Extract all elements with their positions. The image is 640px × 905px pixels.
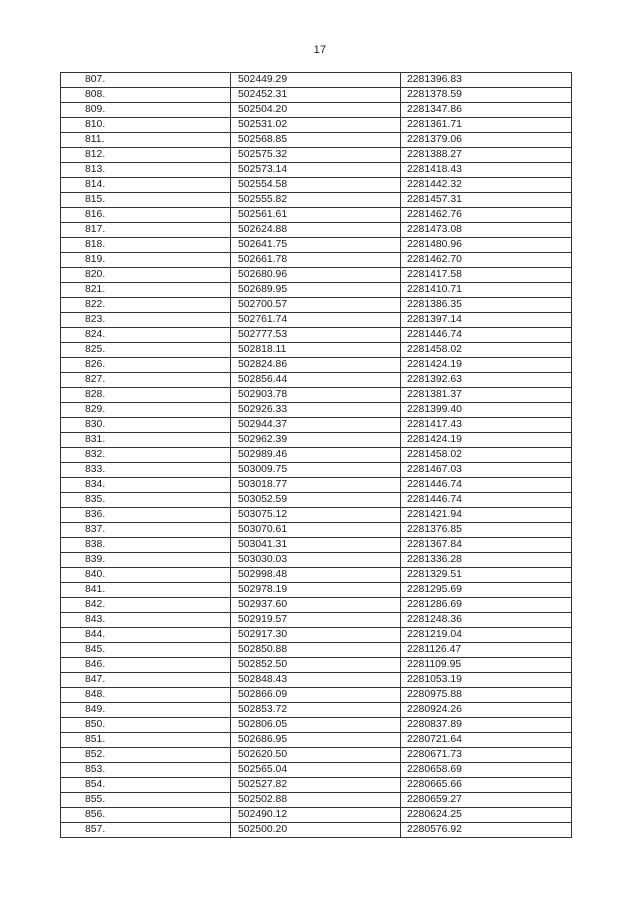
y-coordinate-cell: 2280924.26 — [401, 703, 572, 718]
x-coordinate-cell: 502490.12 — [231, 808, 401, 823]
y-coordinate-cell: 2281473.08 — [401, 223, 572, 238]
x-coordinate-cell: 502555.82 — [231, 193, 401, 208]
point-number-cell: 843. — [61, 613, 231, 628]
x-coordinate-cell: 502806.05 — [231, 718, 401, 733]
point-number-cell: 848. — [61, 688, 231, 703]
y-coordinate-cell: 2281417.43 — [401, 418, 572, 433]
x-coordinate-cell: 502944.37 — [231, 418, 401, 433]
x-coordinate-cell: 502449.29 — [231, 73, 401, 88]
y-coordinate-cell: 2281347.86 — [401, 103, 572, 118]
y-coordinate-cell: 2281286.69 — [401, 598, 572, 613]
y-coordinate-cell: 2280624.25 — [401, 808, 572, 823]
point-number-cell: 837. — [61, 523, 231, 538]
y-coordinate-cell: 2281392.63 — [401, 373, 572, 388]
table-row — [61, 88, 572, 103]
point-number-cell: 818. — [61, 238, 231, 253]
point-number-cell: 832. — [61, 448, 231, 463]
point-number-cell: 840. — [61, 568, 231, 583]
point-number-cell: 807. — [61, 73, 231, 88]
x-coordinate-cell: 502962.39 — [231, 433, 401, 448]
x-coordinate-cell: 502500.20 — [231, 823, 401, 838]
x-coordinate-cell: 502527.82 — [231, 778, 401, 793]
y-coordinate-cell: 2280671.73 — [401, 748, 572, 763]
point-number-cell: 810. — [61, 118, 231, 133]
table-row — [61, 568, 572, 583]
point-number-cell: 813. — [61, 163, 231, 178]
table-row — [61, 73, 572, 88]
x-coordinate-cell: 502856.44 — [231, 373, 401, 388]
x-coordinate-cell: 502561.61 — [231, 208, 401, 223]
point-number-cell: 831. — [61, 433, 231, 448]
y-coordinate-cell: 2281376.85 — [401, 523, 572, 538]
table-row — [61, 463, 572, 478]
x-coordinate-cell: 502852.50 — [231, 658, 401, 673]
x-coordinate-cell: 502502.88 — [231, 793, 401, 808]
x-coordinate-cell: 502504.20 — [231, 103, 401, 118]
y-coordinate-cell: 2281462.70 — [401, 253, 572, 268]
x-coordinate-cell: 503009.75 — [231, 463, 401, 478]
y-coordinate-cell: 2281421.94 — [401, 508, 572, 523]
x-coordinate-cell: 502866.09 — [231, 688, 401, 703]
y-coordinate-cell: 2281417.58 — [401, 268, 572, 283]
x-coordinate-cell: 503075.12 — [231, 508, 401, 523]
point-number-cell: 849. — [61, 703, 231, 718]
y-coordinate-cell: 2281410.71 — [401, 283, 572, 298]
x-coordinate-cell: 502937.60 — [231, 598, 401, 613]
table-row — [61, 388, 572, 403]
point-number-cell: 851. — [61, 733, 231, 748]
y-coordinate-cell: 2281053.19 — [401, 673, 572, 688]
point-number-cell: 846. — [61, 658, 231, 673]
table-row — [61, 268, 572, 283]
coordinates-table-body — [61, 73, 572, 838]
table-row — [61, 658, 572, 673]
x-coordinate-cell: 503041.31 — [231, 538, 401, 553]
table-row — [61, 223, 572, 238]
x-coordinate-cell: 502777.53 — [231, 328, 401, 343]
y-coordinate-cell: 2281442.32 — [401, 178, 572, 193]
x-coordinate-cell: 502531.02 — [231, 118, 401, 133]
table-row — [61, 283, 572, 298]
point-number-cell: 826. — [61, 358, 231, 373]
y-coordinate-cell: 2281396.83 — [401, 73, 572, 88]
x-coordinate-cell: 502452.31 — [231, 88, 401, 103]
y-coordinate-cell: 2281462.76 — [401, 208, 572, 223]
point-number-cell: 828. — [61, 388, 231, 403]
point-number-cell: 847. — [61, 673, 231, 688]
x-coordinate-cell: 502850.88 — [231, 643, 401, 658]
point-number-cell: 817. — [61, 223, 231, 238]
x-coordinate-cell: 502661.78 — [231, 253, 401, 268]
y-coordinate-cell: 2281467.03 — [401, 463, 572, 478]
point-number-cell: 825. — [61, 343, 231, 358]
y-coordinate-cell: 2281248.36 — [401, 613, 572, 628]
y-coordinate-cell: 2281424.19 — [401, 433, 572, 448]
point-number-cell: 853. — [61, 763, 231, 778]
y-coordinate-cell: 2281446.74 — [401, 493, 572, 508]
table-row — [61, 733, 572, 748]
y-coordinate-cell: 2281418.43 — [401, 163, 572, 178]
table-row — [61, 448, 572, 463]
y-coordinate-cell: 2280665.66 — [401, 778, 572, 793]
table-row — [61, 328, 572, 343]
table-row — [61, 298, 572, 313]
y-coordinate-cell: 2281458.02 — [401, 448, 572, 463]
table-row — [61, 433, 572, 448]
y-coordinate-cell: 2281295.69 — [401, 583, 572, 598]
point-number-cell: 838. — [61, 538, 231, 553]
y-coordinate-cell: 2281378.59 — [401, 88, 572, 103]
y-coordinate-cell: 2280837.89 — [401, 718, 572, 733]
x-coordinate-cell: 503030.03 — [231, 553, 401, 568]
x-coordinate-cell: 502818.11 — [231, 343, 401, 358]
table-row — [61, 718, 572, 733]
point-number-cell: 839. — [61, 553, 231, 568]
x-coordinate-cell: 502689.95 — [231, 283, 401, 298]
table-row — [61, 688, 572, 703]
y-coordinate-cell: 2281109.95 — [401, 658, 572, 673]
table-row — [61, 613, 572, 628]
point-number-cell: 824. — [61, 328, 231, 343]
table-row — [61, 208, 572, 223]
table-row — [61, 628, 572, 643]
x-coordinate-cell: 502641.75 — [231, 238, 401, 253]
y-coordinate-cell: 2280721.64 — [401, 733, 572, 748]
table-row — [61, 313, 572, 328]
table-row — [61, 493, 572, 508]
x-coordinate-cell: 502573.14 — [231, 163, 401, 178]
point-number-cell: 845. — [61, 643, 231, 658]
table-row — [61, 778, 572, 793]
x-coordinate-cell: 502848.43 — [231, 673, 401, 688]
x-coordinate-cell: 502917.30 — [231, 628, 401, 643]
table-row — [61, 703, 572, 718]
point-number-cell: 854. — [61, 778, 231, 793]
point-number-cell: 855. — [61, 793, 231, 808]
point-number-cell: 819. — [61, 253, 231, 268]
x-coordinate-cell: 502824.86 — [231, 358, 401, 373]
y-coordinate-cell: 2280975.88 — [401, 688, 572, 703]
x-coordinate-cell: 502919.57 — [231, 613, 401, 628]
table-row — [61, 103, 572, 118]
point-number-cell: 821. — [61, 283, 231, 298]
table-row — [61, 418, 572, 433]
x-coordinate-cell: 502998.48 — [231, 568, 401, 583]
x-coordinate-cell: 502575.32 — [231, 148, 401, 163]
x-coordinate-cell: 503070.61 — [231, 523, 401, 538]
table-row — [61, 163, 572, 178]
x-coordinate-cell: 502853.72 — [231, 703, 401, 718]
table-row — [61, 238, 572, 253]
table-row — [61, 508, 572, 523]
y-coordinate-cell: 2281329.51 — [401, 568, 572, 583]
point-number-cell: 811. — [61, 133, 231, 148]
x-coordinate-cell: 502903.78 — [231, 388, 401, 403]
table-row — [61, 478, 572, 493]
point-number-cell: 842. — [61, 598, 231, 613]
point-number-cell: 835. — [61, 493, 231, 508]
x-coordinate-cell: 503052.59 — [231, 493, 401, 508]
x-coordinate-cell: 502700.57 — [231, 298, 401, 313]
point-number-cell: 823. — [61, 313, 231, 328]
point-number-cell: 841. — [61, 583, 231, 598]
y-coordinate-cell: 2281219.04 — [401, 628, 572, 643]
table-row — [61, 793, 572, 808]
y-coordinate-cell: 2281379.06 — [401, 133, 572, 148]
x-coordinate-cell: 502761.74 — [231, 313, 401, 328]
y-coordinate-cell: 2281446.74 — [401, 478, 572, 493]
y-coordinate-cell: 2281336.28 — [401, 553, 572, 568]
table-row — [61, 538, 572, 553]
y-coordinate-cell: 2281457.31 — [401, 193, 572, 208]
point-number-cell: 808. — [61, 88, 231, 103]
x-coordinate-cell: 502554.58 — [231, 178, 401, 193]
y-coordinate-cell: 2281458.02 — [401, 343, 572, 358]
point-number-cell: 829. — [61, 403, 231, 418]
table-row — [61, 343, 572, 358]
table-row — [61, 253, 572, 268]
table-row — [61, 673, 572, 688]
table-row — [61, 148, 572, 163]
point-number-cell: 816. — [61, 208, 231, 223]
y-coordinate-cell: 2280576.92 — [401, 823, 572, 838]
point-number-cell: 856. — [61, 808, 231, 823]
y-coordinate-cell: 2280659.27 — [401, 793, 572, 808]
point-number-cell: 827. — [61, 373, 231, 388]
y-coordinate-cell: 2280658.69 — [401, 763, 572, 778]
point-number-cell: 830. — [61, 418, 231, 433]
point-number-cell: 812. — [61, 148, 231, 163]
x-coordinate-cell: 502978.19 — [231, 583, 401, 598]
table-row — [61, 763, 572, 778]
table-row — [61, 823, 572, 838]
y-coordinate-cell: 2281381.37 — [401, 388, 572, 403]
point-number-cell: 815. — [61, 193, 231, 208]
point-number-cell: 820. — [61, 268, 231, 283]
table-row — [61, 808, 572, 823]
x-coordinate-cell: 502680.96 — [231, 268, 401, 283]
x-coordinate-cell: 502620.50 — [231, 748, 401, 763]
y-coordinate-cell: 2281446.74 — [401, 328, 572, 343]
point-number-cell: 857. — [61, 823, 231, 838]
table-row — [61, 133, 572, 148]
table-row — [61, 523, 572, 538]
x-coordinate-cell: 502568.85 — [231, 133, 401, 148]
y-coordinate-cell: 2281386.35 — [401, 298, 572, 313]
y-coordinate-cell: 2281367.84 — [401, 538, 572, 553]
point-number-cell: 844. — [61, 628, 231, 643]
x-coordinate-cell: 502686.95 — [231, 733, 401, 748]
table-row — [61, 178, 572, 193]
page-number: 17 — [313, 44, 327, 56]
point-number-cell: 822. — [61, 298, 231, 313]
point-number-cell: 833. — [61, 463, 231, 478]
point-number-cell: 852. — [61, 748, 231, 763]
x-coordinate-cell: 502989.46 — [231, 448, 401, 463]
table-row — [61, 643, 572, 658]
table-row — [61, 118, 572, 133]
table-row — [61, 583, 572, 598]
coordinates-table — [60, 72, 572, 838]
y-coordinate-cell: 2281388.27 — [401, 148, 572, 163]
y-coordinate-cell: 2281397.14 — [401, 313, 572, 328]
table-row — [61, 598, 572, 613]
point-number-cell: 850. — [61, 718, 231, 733]
x-coordinate-cell: 502624.88 — [231, 223, 401, 238]
table-row — [61, 193, 572, 208]
point-number-cell: 814. — [61, 178, 231, 193]
y-coordinate-cell: 2281399.40 — [401, 403, 572, 418]
y-coordinate-cell: 2281126.47 — [401, 643, 572, 658]
table-row — [61, 403, 572, 418]
x-coordinate-cell: 502565.04 — [231, 763, 401, 778]
x-coordinate-cell: 503018.77 — [231, 478, 401, 493]
point-number-cell: 834. — [61, 478, 231, 493]
table-row — [61, 748, 572, 763]
y-coordinate-cell: 2281424.19 — [401, 358, 572, 373]
point-number-cell: 836. — [61, 508, 231, 523]
y-coordinate-cell: 2281361.71 — [401, 118, 572, 133]
table-row — [61, 358, 572, 373]
table-row — [61, 553, 572, 568]
table-row — [61, 373, 572, 388]
x-coordinate-cell: 502926.33 — [231, 403, 401, 418]
y-coordinate-cell: 2281480.96 — [401, 238, 572, 253]
point-number-cell: 809. — [61, 103, 231, 118]
